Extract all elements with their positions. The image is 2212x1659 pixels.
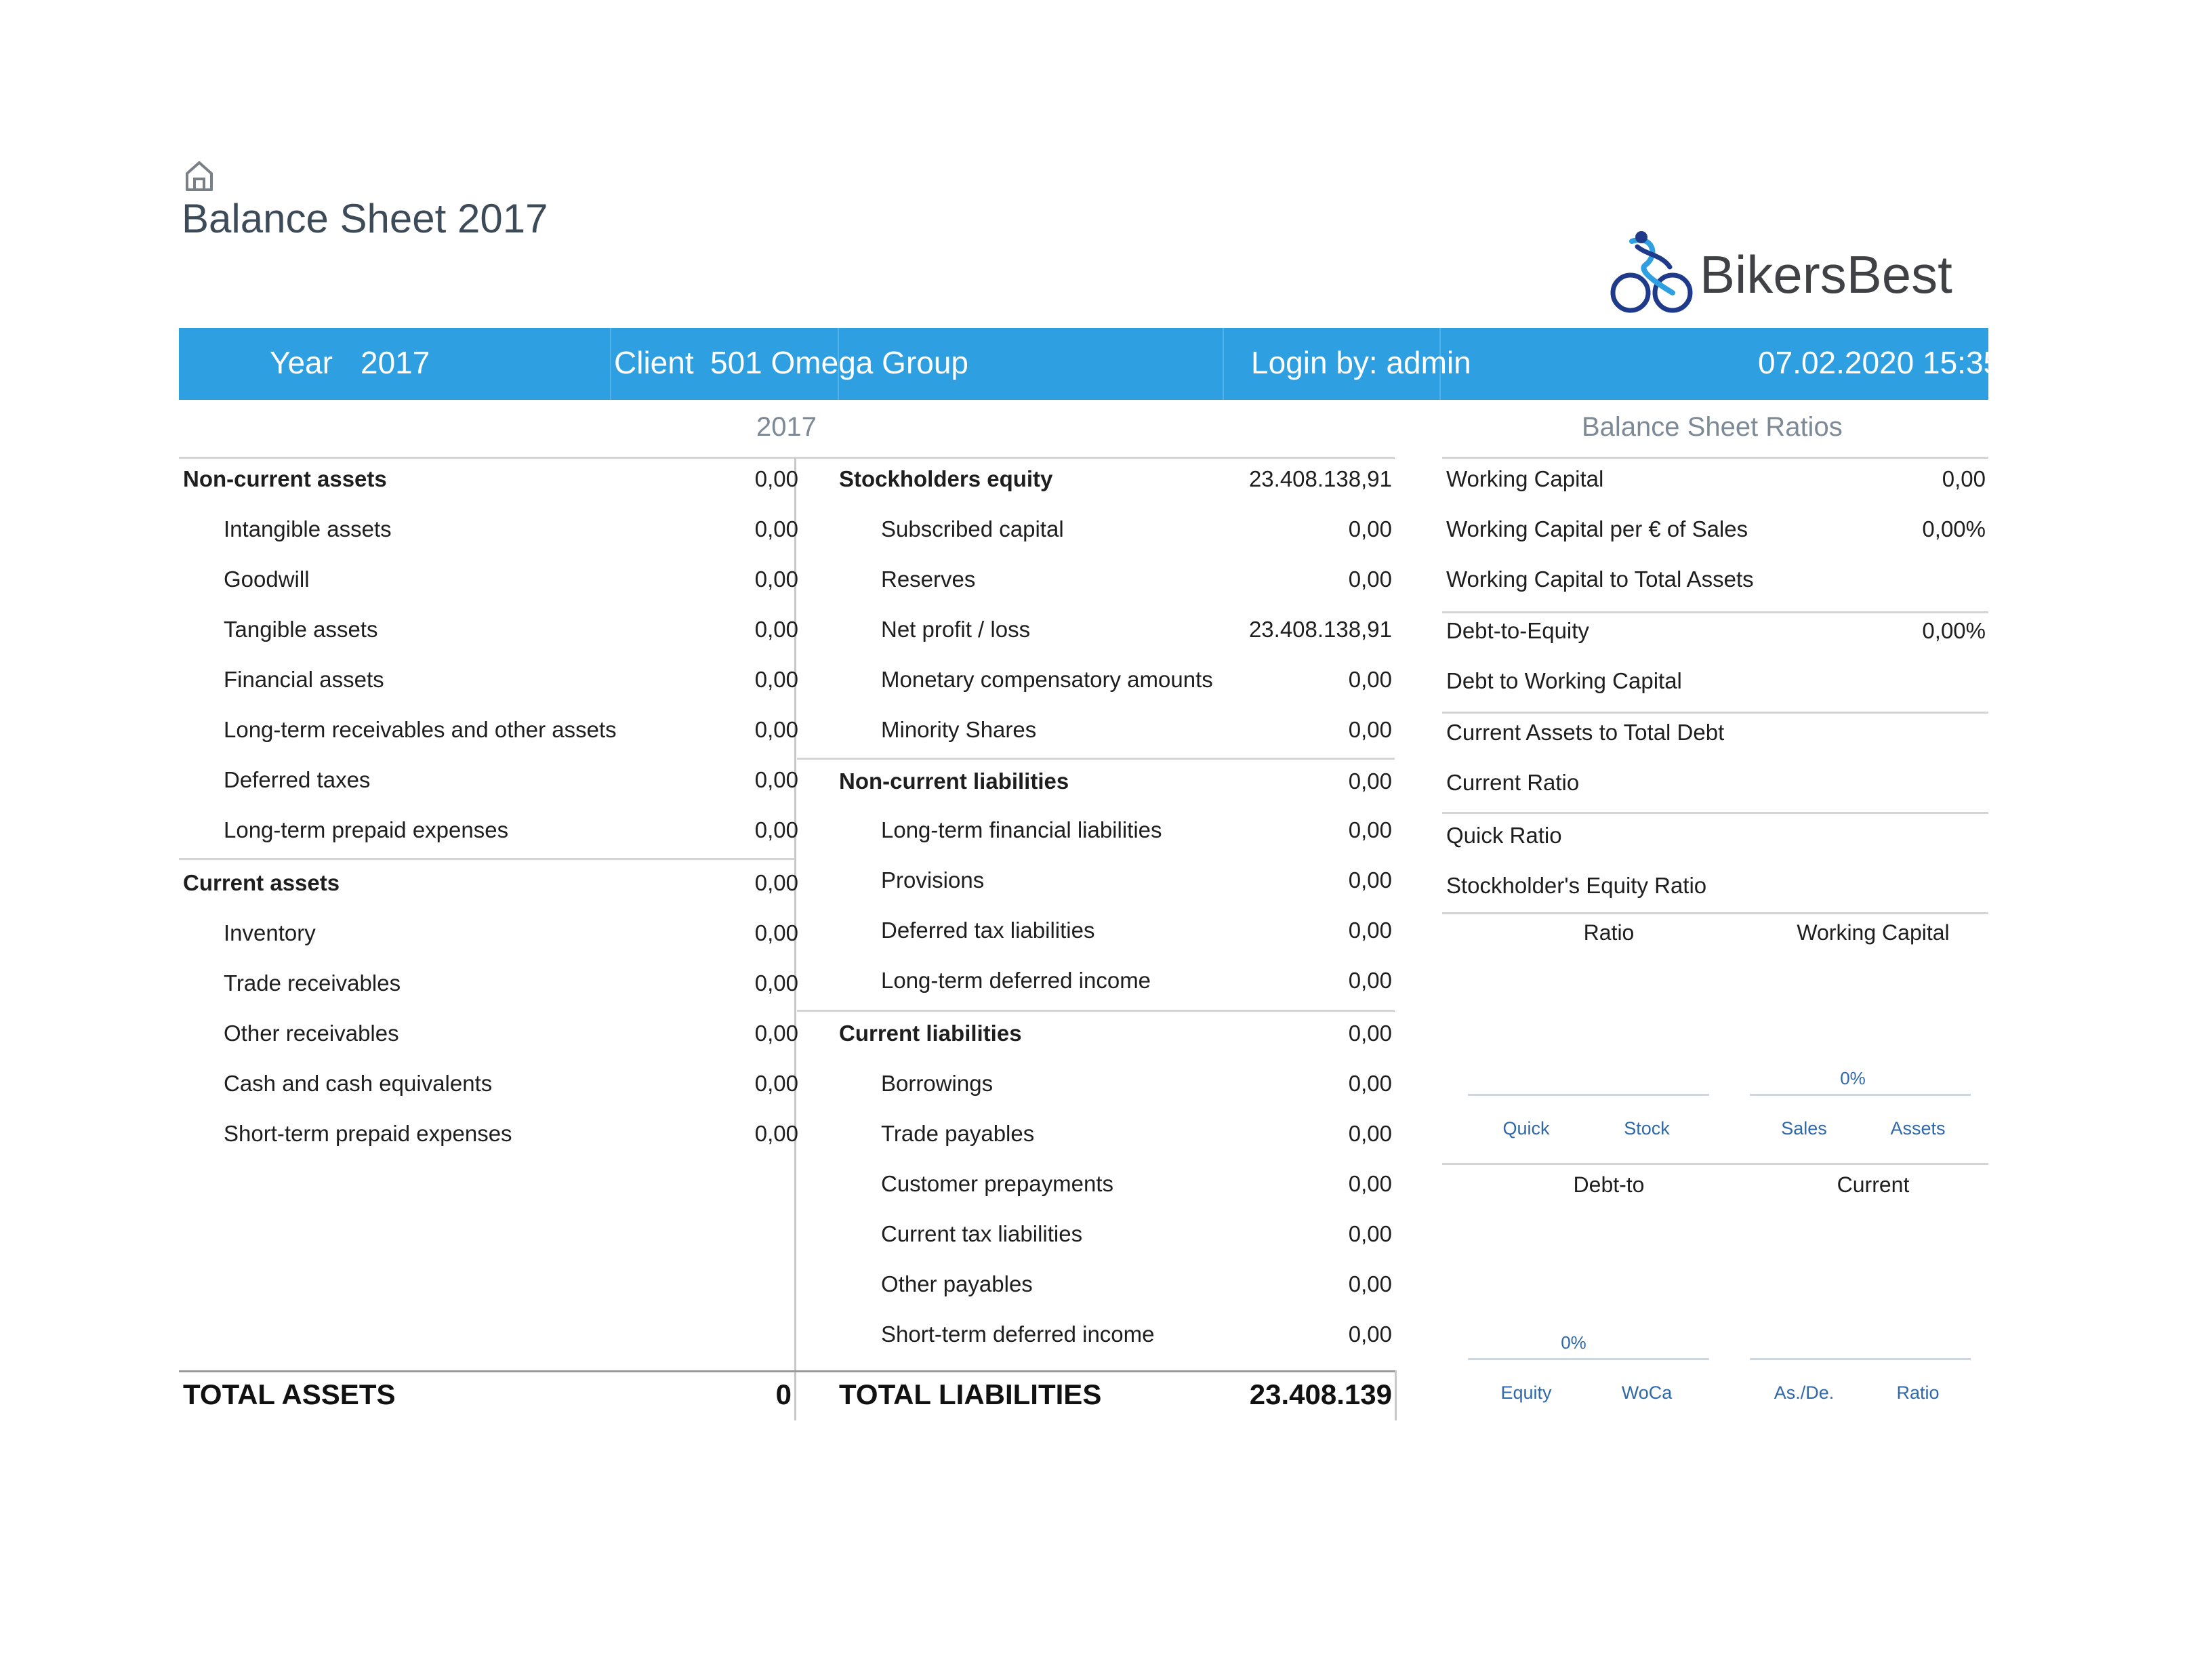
current-liabilities-value: 0,00	[1348, 1021, 1392, 1046]
liability-item-value: 0,00	[1348, 567, 1392, 592]
asset-item-label: Short-term prepaid expenses	[224, 1121, 512, 1146]
asset-item-value: 0,00	[754, 717, 798, 742]
asset-item-value: 0,00	[754, 516, 798, 541]
current-assets-value: 0,00	[754, 870, 798, 895]
asset-item-label: Tangible assets	[224, 617, 378, 642]
year-value[interactable]: 2017	[361, 345, 430, 380]
current-assets-label: Current assets	[183, 870, 340, 895]
liability-item-value: 0,00	[1348, 918, 1392, 943]
liability-item-label: Minority Shares	[881, 717, 1037, 742]
non-current-assets-label: Non-current assets	[183, 466, 387, 491]
liability-item-label: Borrowings	[881, 1071, 994, 1096]
chart-title: Ratio	[1583, 920, 1635, 945]
asset-item-value: 0,00	[754, 567, 798, 592]
liability-item-value: 0,00	[1348, 516, 1392, 541]
liability-item-value: 0,00	[1348, 817, 1392, 842]
chart-category-label: Sales	[1781, 1118, 1827, 1139]
liability-item-label: Deferred tax liabilities	[881, 918, 1095, 943]
ratio-value: 0,00%	[1922, 618, 1986, 643]
total-assets-label: TOTAL ASSETS	[183, 1378, 396, 1410]
asset-item-label: Inventory	[224, 920, 316, 945]
asset-item-value: 0,00	[754, 920, 798, 945]
liability-item-label: Current tax liabilities	[881, 1221, 1083, 1246]
liability-item-value: 0,00	[1348, 667, 1392, 692]
liability-item-value: 0,00	[1348, 867, 1392, 893]
liability-item-label: Long-term deferred income	[881, 968, 1151, 993]
chart-category-label: WoCa	[1621, 1382, 1673, 1403]
liability-item-label: Trade payables	[881, 1121, 1035, 1146]
chart-title: Working Capital	[1797, 920, 1950, 945]
asset-item-value: 0,00	[754, 1121, 798, 1146]
liability-item-value: 0,00	[1348, 1121, 1392, 1146]
liability-item-label: Short-term deferred income	[881, 1322, 1155, 1347]
chart-x-axis	[1468, 1094, 1709, 1096]
asset-item-value: 0,00	[754, 970, 798, 996]
liability-item-value: 0,00	[1348, 1171, 1392, 1196]
ratio-label: Current Ratio	[1446, 770, 1580, 795]
liability-item-value: 0,00	[1348, 1322, 1392, 1347]
liability-item-label: Long-term financial liabilities	[881, 817, 1162, 842]
ratio-label: Working Capital per € of Sales	[1446, 516, 1748, 541]
asset-item-label: Long-term prepaid expenses	[224, 817, 509, 842]
asset-item-label: Intangible assets	[224, 516, 392, 541]
ratio-value: 0,00%	[1922, 516, 1986, 541]
liability-item-label: Customer prepayments	[881, 1171, 1113, 1196]
total-assets-value: 0	[775, 1378, 792, 1410]
datetime: 07.02.2020 15:35	[1758, 345, 2001, 380]
chart-category-label: Ratio	[1896, 1382, 1940, 1403]
ratio-label: Current Assets to Total Debt	[1446, 720, 1725, 745]
chart-category-label: Stock	[1624, 1118, 1670, 1139]
login-info: Login by: admin	[1251, 345, 1471, 380]
liability-item-value: 0,00	[1348, 717, 1392, 742]
asset-item-value: 0,00	[754, 617, 798, 642]
info-banner	[179, 328, 2001, 400]
liability-item-value: 0,00	[1348, 968, 1392, 993]
year-header: 2017	[756, 412, 817, 442]
current-liabilities-label: Current liabilities	[839, 1021, 1022, 1046]
asset-item-value: 0,00	[754, 817, 798, 842]
asset-item-label: Other receivables	[224, 1021, 399, 1046]
total-liabilities-label: TOTAL LIABILITIES	[839, 1378, 1102, 1410]
chart-category-label: Equity	[1500, 1382, 1552, 1403]
home-icon[interactable]	[184, 160, 214, 192]
non-current-assets-value: 0,00	[754, 466, 798, 491]
ratio-value: 0,00	[1942, 466, 1986, 491]
ratio-label: Stockholder's Equity Ratio	[1446, 873, 1707, 898]
chart-x-axis	[1750, 1358, 1971, 1360]
liability-item-value: 0,00	[1348, 1271, 1392, 1296]
liability-item-label: Subscribed capital	[881, 516, 1064, 541]
asset-item-value: 0,00	[754, 1071, 798, 1096]
asset-item-label: Deferred taxes	[224, 767, 371, 792]
asset-item-label: Goodwill	[224, 567, 310, 592]
chart-category-label: As./De.	[1774, 1382, 1835, 1403]
liability-item-value: 0,00	[1348, 1221, 1392, 1246]
chart-data-label: 0%	[1561, 1332, 1586, 1353]
liability-item-label: Reserves	[881, 567, 976, 592]
asset-item-label: Cash and cash equivalents	[224, 1071, 493, 1096]
ratio-label: Working Capital	[1446, 466, 1604, 491]
ratio-label: Quick Ratio	[1446, 823, 1562, 848]
stockholders-equity-value: 23.408.138,91	[1248, 466, 1392, 491]
asset-item-label: Long-term receivables and other assets	[224, 717, 617, 742]
stockholders-equity-label: Stockholders equity	[839, 466, 1053, 491]
non-current-liabilities-value: 0,00	[1348, 769, 1392, 794]
chart-title: Current	[1837, 1172, 1910, 1197]
year-label: Year	[270, 345, 333, 380]
ratio-label: Working Capital to Total Assets	[1446, 567, 1754, 592]
liability-item-label: Provisions	[881, 867, 985, 893]
liability-item-value: 23.408.138,91	[1248, 617, 1392, 642]
asset-item-label: Trade receivables	[224, 970, 401, 996]
chart-x-axis	[1750, 1094, 1971, 1096]
total-liabilities-value: 23.408.139	[1249, 1378, 1392, 1410]
liability-item-label: Other payables	[881, 1271, 1033, 1296]
non-current-liabilities-label: Non-current liabilities	[839, 769, 1069, 794]
chart-data-label: 0%	[1840, 1068, 1866, 1088]
chart-title: Debt-to	[1573, 1172, 1645, 1197]
asset-item-value: 0,00	[754, 667, 798, 692]
chart-category-label: Assets	[1890, 1118, 1946, 1139]
chart-category-label: Quick	[1502, 1118, 1550, 1139]
liability-item-label: Net profit / loss	[881, 617, 1031, 642]
asset-item-value: 0,00	[754, 767, 798, 792]
client-value[interactable]: 501 Omega Group	[710, 345, 969, 380]
page-title: Balance Sheet 2017	[182, 196, 548, 241]
liability-item-label: Monetary compensatory amounts	[881, 667, 1213, 692]
client-label: Client	[614, 345, 694, 380]
logo-text: BikersBest	[1700, 245, 1952, 304]
liability-item-value: 0,00	[1348, 1071, 1392, 1096]
ratio-label: Debt-to-Equity	[1446, 618, 1589, 643]
asset-item-label: Financial assets	[224, 667, 384, 692]
ratio-label: Debt to Working Capital	[1446, 668, 1682, 693]
ratios-header: Balance Sheet Ratios	[1582, 412, 1843, 442]
chart-x-axis	[1468, 1358, 1709, 1360]
asset-item-value: 0,00	[754, 1021, 798, 1046]
